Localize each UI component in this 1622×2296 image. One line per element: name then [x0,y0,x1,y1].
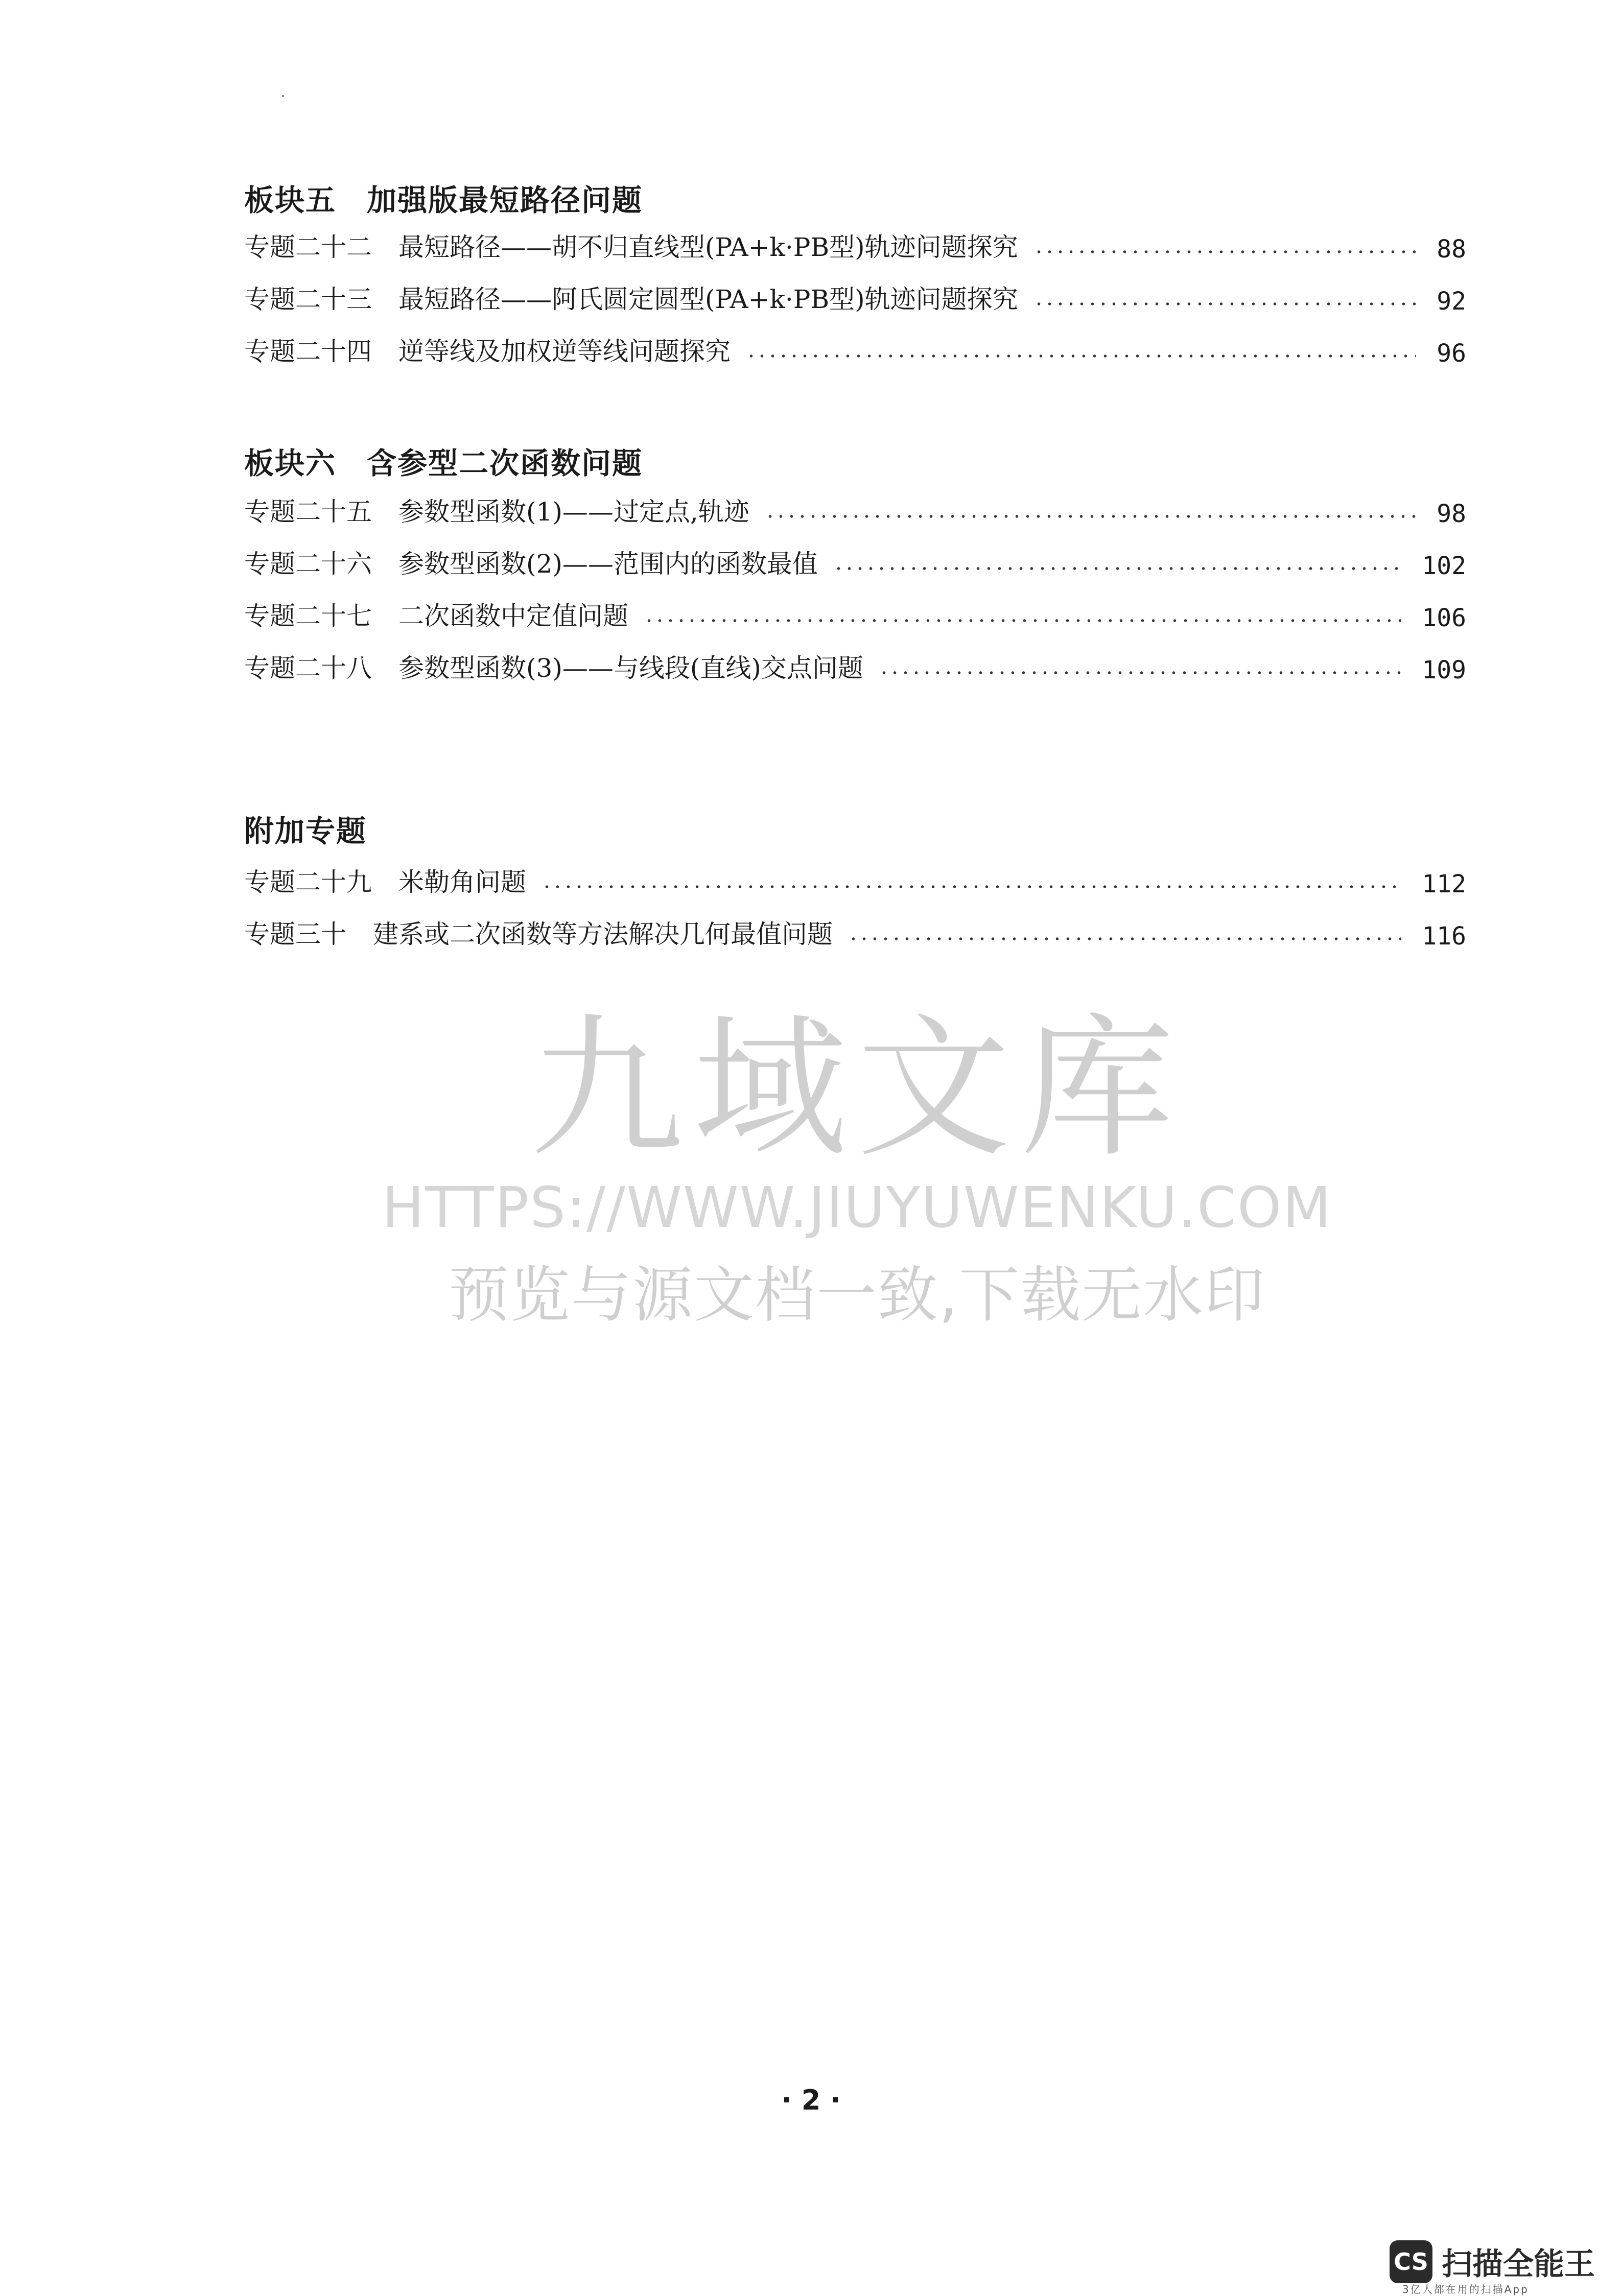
toc-entry-30[interactable] [244,917,1466,951]
toc-entry-page: 92 [1437,287,1466,316]
section-title-extra: 附加专题 [244,814,367,848]
toc-entry-title: 最短路径——胡不归直线型(PA+k·PB型)轨迹问题探究 [398,232,1018,262]
toc-leader-dots [833,566,1401,571]
scanner-app-name: 扫描全能王 [1442,2246,1595,2282]
toc-entry-number: 专题二十九 [244,867,372,897]
toc-leader-dots [879,670,1401,675]
toc-entry-page: 88 [1437,235,1466,264]
toc-entry-title: 最短路径——阿氏圆定圆型(PA+k·PB型)轨迹问题探究 [398,285,1018,314]
toc-entry-25[interactable] [244,494,1466,528]
toc-entry-title: 参数型函数(1)——过定点,轨迹 [398,497,749,527]
toc-entry-page: 112 [1422,870,1466,898]
scan-speck [282,95,284,97]
section-title-6: 板块六 含参型二次函数问题 [244,446,643,481]
toc-entry-title: 参数型函数(2)——范围内的函数最值 [398,549,818,579]
watermark-name: 九域文库 [530,1000,1184,1178]
toc-entry-number: 专题二十二 [244,232,372,262]
toc-entry-title: 二次函数中定值问题 [398,601,628,631]
watermark-url: HTTPS://WWW.JIUYUWENKU.COM [382,1175,1332,1240]
scanner-tagline: 3亿人都在用的扫描App [1402,2283,1529,2295]
toc-entry-23[interactable] [244,282,1466,316]
toc-entry-number: 专题三十 [244,919,346,949]
toc-entry-28[interactable] [244,651,1466,684]
toc-entry-26[interactable] [244,547,1466,580]
toc-leader-dots [765,514,1416,519]
toc-entry-27[interactable] [244,599,1466,632]
toc-entry-page: 116 [1422,922,1466,951]
toc-entry-number: 专题二十六 [244,549,372,579]
toc-leader-dots [848,936,1401,941]
toc-entry-title: 建系或二次函数等方法解决几何最值问题 [373,919,833,949]
toc-entry-title: 逆等线及加权逆等线问题探究 [398,337,731,366]
section-title-5: 板块五 加强版最短路径问题 [244,183,643,218]
watermark-note: 预览与源文档一致,下载无水印 [448,1260,1266,1330]
toc-entry-22[interactable] [244,230,1466,264]
toc-entry-number: 专题二十三 [244,285,372,314]
toc-entry-number: 专题二十五 [244,497,372,527]
toc-leader-dots [542,884,1401,889]
page-number: · 2 · [781,2084,841,2116]
toc-entry-page: 96 [1437,339,1466,368]
toc-leader-dots [746,353,1416,359]
toc-entry-24[interactable] [244,334,1466,368]
toc-entry-number: 专题二十七 [244,601,372,631]
toc-entry-page: 109 [1422,656,1466,684]
toc-entry-29[interactable] [244,865,1466,898]
toc-leader-dots [644,618,1401,623]
toc-entry-title: 米勒角问题 [398,867,526,897]
camscanner-logo-icon: CS [1390,2240,1432,2283]
toc-entry-number: 专题二十八 [244,653,372,683]
scanner-badge [1390,2240,1595,2284]
toc-entry-page: 98 [1437,500,1466,528]
toc-entry-number: 专题二十四 [244,337,372,366]
toc-leader-dots [1033,301,1417,306]
toc-entry-title: 参数型函数(3)——与线段(直线)交点问题 [398,653,863,683]
toc-entry-page: 106 [1422,604,1466,632]
toc-leader-dots [1033,249,1417,254]
toc-entry-page: 102 [1422,552,1466,580]
